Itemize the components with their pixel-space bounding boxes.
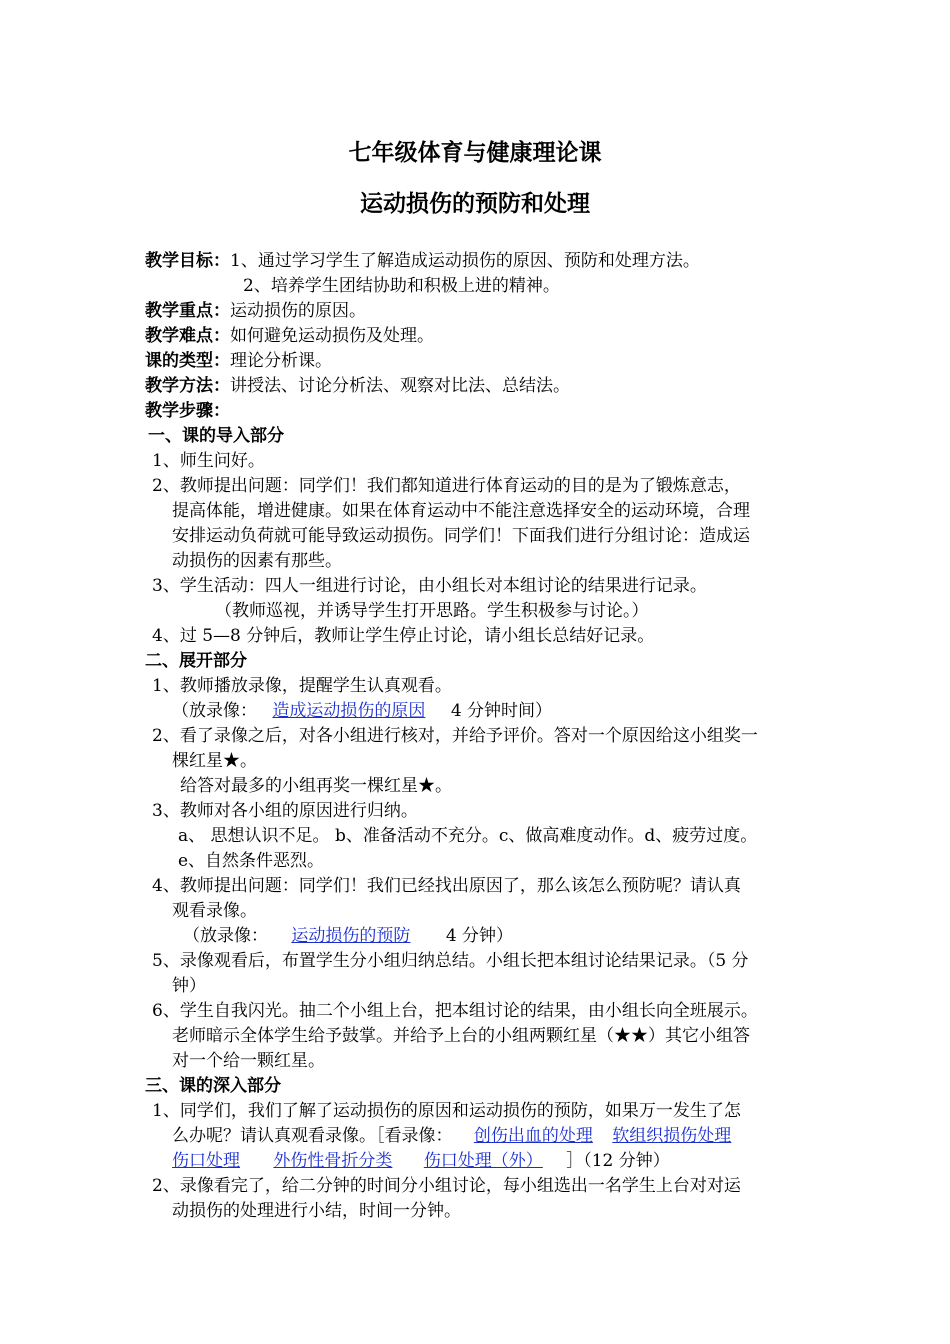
key-point-line — [145, 300, 366, 322]
part3-line-1c — [172, 1150, 670, 1172]
part2-heading: 二、展开部分 — [145, 651, 247, 671]
video1-link[interactable]: 造成运动损伤的原因 — [272, 701, 426, 721]
video2-prefix: （放录像： — [183, 926, 268, 946]
lesson-type-text: 理论分析课。 — [230, 351, 332, 371]
video-link-soft-tissue[interactable]: 软组织损伤处理 — [612, 1126, 732, 1146]
part3-line-1c-suffix: ］（12 分钟） — [566, 1151, 670, 1171]
part1-line-2d: 动损伤的因素有那些。 — [172, 551, 342, 571]
video-link-wound[interactable]: 伤口处理 — [172, 1151, 240, 1171]
objectives-item-1: 1、通过学习学生了解造成运动损伤的原因、预防和处理方法。 — [230, 251, 700, 271]
part2-line-3a: a、 思想认识不足。 b、准备活动不充分。c、做高难度动作。d、疲劳过度。 — [178, 826, 758, 846]
part1-line-2a: 2、教师提出问题：同学们！我们都知道进行体育运动的目的是为了锻炼意志， — [152, 476, 741, 496]
part2-video2-line — [183, 925, 513, 947]
part3-line-1b-prefix: 么办呢？请认真观看录像。［看录像： — [172, 1126, 453, 1146]
methods-text: 讲授法、讨论分析法、观察对比法、总结法。 — [230, 376, 570, 396]
steps-label: 教学步骤： — [145, 401, 230, 421]
objectives-item-2: 2、培养学生团结协助和积极上进的精神。 — [243, 276, 560, 296]
part1-heading: 一、课的导入部分 — [148, 426, 284, 446]
part1-line-4: 4、过 5—8 分钟后，教师让学生停止讨论，请小组长总结好记录。 — [152, 626, 655, 646]
document-subtitle: 运动损伤的预防和处理 — [360, 191, 590, 217]
part1-line-2c: 安排运动负荷就可能导致运动损伤。同学们！下面我们进行分组讨论：造成运 — [172, 526, 750, 546]
video2-link[interactable]: 运动损伤的预防 — [291, 926, 411, 946]
part2-line-6a: 6、学生自我闪光。抽二个小组上台，把本组讨论的结果，由小组长向全班展示。 — [152, 1001, 758, 1021]
part2-line-4b: 观看录像。 — [172, 901, 257, 921]
key-point-text: 运动损伤的原因。 — [230, 301, 366, 321]
lesson-type-label: 课的类型： — [145, 351, 230, 371]
part2-line-2c: 给答对最多的小组再奖一棵红星★。 — [180, 776, 452, 796]
objectives-line-1 — [145, 250, 700, 272]
part1-line-2b: 提高体能，增进健康。如果在体育运动中不能注意选择安全的运动环境，合理 — [172, 501, 750, 521]
part1-line-3b: （教师巡视，并诱导学生打开思路。学生积极参与讨论。） — [215, 601, 649, 621]
video2-suffix: 4 分钟） — [445, 926, 514, 946]
video-link-wound-external[interactable]: 伤口处理（外） — [423, 1151, 543, 1171]
part1-line-3: 3、学生活动：四人一组进行讨论，由小组长对本组讨论的结果进行记录。 — [152, 576, 707, 596]
part2-video1-line — [172, 700, 552, 722]
part3-line-1a: 1、同学们，我们了解了运动损伤的原因和运动损伤的预防，如果万一发生了怎 — [152, 1101, 741, 1121]
part2-line-6c: 对一个给一颗红星。 — [172, 1051, 325, 1071]
objectives-label: 教学目标： — [145, 251, 230, 271]
video1-suffix: 4 分钟时间） — [450, 701, 553, 721]
part2-line-5a: 5、录像观看后，布置学生分小组归纳总结。小组长把本组讨论结果记录。（5 分 — [152, 951, 749, 971]
part1-line-1: 1、师生问好。 — [152, 451, 265, 471]
part2-line-6b: 老师暗示全体学生给予鼓掌。并给予上台的小组两颗红星（★★）其它小组答 — [172, 1026, 750, 1046]
part2-line-3b: e、自然条件恶烈。 — [178, 851, 325, 871]
methods-line — [145, 375, 570, 397]
part3-line-2a: 2、录像看完了，给二分钟的时间分小组讨论，每小组选出一名学生上台对对运 — [152, 1176, 741, 1196]
difficulty-text: 如何避免运动损伤及处理。 — [230, 326, 434, 346]
part3-line-2b: 动损伤的处理进行小结，时间一分钟。 — [172, 1201, 461, 1221]
video-link-fracture[interactable]: 外伤性骨折分类 — [273, 1151, 393, 1171]
document-title: 七年级体育与健康理论课 — [348, 140, 602, 166]
part3-heading: 三、课的深入部分 — [145, 1076, 281, 1096]
difficulty-label: 教学难点： — [145, 326, 230, 346]
key-point-label: 教学重点： — [145, 301, 230, 321]
difficulty-line — [145, 325, 434, 347]
video-link-bleeding[interactable]: 创伤出血的处理 — [473, 1126, 593, 1146]
part2-line-1: 1、教师播放录像，提醒学生认真观看。 — [152, 676, 452, 696]
part2-line-3: 3、教师对各小组的原因进行归纳。 — [152, 801, 418, 821]
part2-line-5b: 钟） — [172, 976, 206, 996]
part2-line-2a: 2、看了录像之后，对各小组进行核对，并给予评价。答对一个原因给这小组奖一 — [152, 726, 758, 746]
part2-line-2b: 棵红星★。 — [172, 751, 257, 771]
video1-prefix: （放录像： — [172, 701, 257, 721]
part3-line-1b — [172, 1125, 731, 1147]
part2-line-4a: 4、教师提出问题：同学们！我们已经找出原因了，那么该怎么预防呢？请认真 — [152, 876, 741, 896]
methods-label: 教学方法： — [145, 376, 230, 396]
lesson-type-line — [145, 350, 332, 372]
